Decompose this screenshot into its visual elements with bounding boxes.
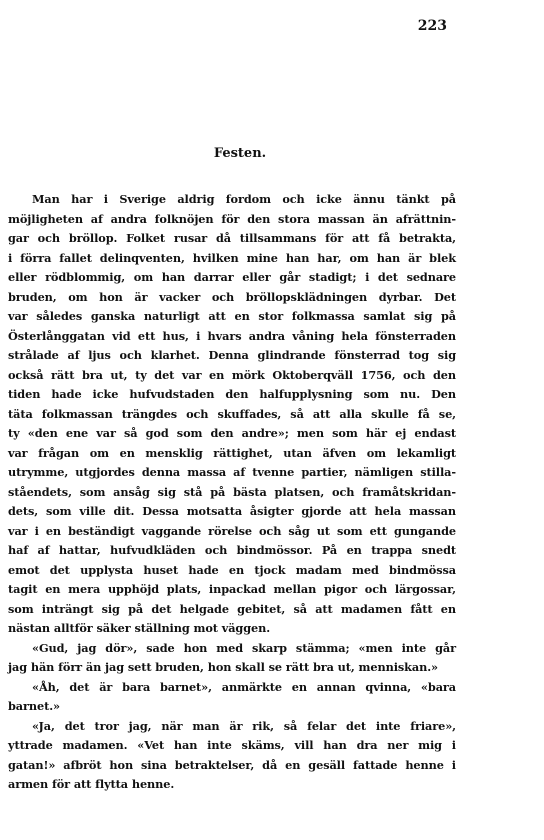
text-line: var frågan om en mensklig rättighet, utan äfven om lekamligt: [8, 445, 456, 460]
text-line: var således ganska naturligt att en stor folkmassa samlat sig på: [8, 309, 456, 323]
text-line: tagit en mera upphöjd plats, inpackad mellan pigor och lärgossar,: [8, 582, 456, 596]
text-line: också rätt bra ut, ty det var en mörk Oktoberqväll 1756, och den: [8, 367, 456, 382]
text-line: täta folkmassan trängdes och skuffades, så att alla skulle få se,: [8, 406, 456, 421]
text-line: Man har i Sverige aldrig fordom och icke ännu tänkt på: [32, 192, 456, 206]
text-line: emot det upplysta huset hade en tjock madam med bindmössa: [8, 562, 456, 577]
text-line: möjligheten af andra folknöjen för den stora massan än afrättnin-: [8, 211, 456, 226]
text-line: i förra fallet delinqventen, hvilken mine han har, om han är blek: [8, 250, 456, 265]
text-line: bruden, om hon är vacker och bröllopsklädningen dyrbar. Det: [8, 289, 456, 304]
page-number: 223: [417, 18, 447, 34]
text-line: dets, som ville dit. Dessa motsatta åsigter gjorde att hela massan: [8, 504, 456, 518]
body-text: [8, 190, 456, 795]
text-line: gar och bröllop. Folket rusar då tillsammans för att få betrakta,: [8, 231, 456, 245]
text-line: jag hän förr än jag sett bruden, hon skall se rätt bra ut, menniskan.»: [8, 660, 439, 674]
text-line: armen för att flytta henne.: [8, 777, 175, 791]
text-line: «Gud, jag dör», sade hon med skarp stämma; «men inte går: [32, 640, 456, 655]
text-line: ty «den ene var så god som den andre»; men som här ej endast: [8, 426, 456, 440]
text-line: barnet.»: [8, 699, 60, 713]
text-line: nästan alltför säker ställning mot väggen.: [8, 621, 271, 635]
text-line: gatan!» afbröt hon sina betraktelser, då en gesäll fattade henne i: [8, 757, 456, 772]
text-line: yttrade madamen. «Vet han inte skäms, vill han dra ner mig i: [8, 738, 456, 752]
text-line: «Åh, det är bara barnet», anmärkte en annan qvinna, «bara: [32, 679, 456, 694]
chapter-title: Festen.: [213, 146, 267, 161]
text-line: var i en beständigt vaggande rörelse och såg ut som ett gungande: [8, 523, 456, 538]
text-line: ståendets, som ansåg sig stå på bästa platsen, och framåtskridan-: [8, 484, 456, 499]
text-line: Österlånggatan vid ett hus, i hvars andra våning hela fönsterraden: [8, 328, 456, 343]
text-line: «Ja, det tror jag, när man är rik, så felar det inte friare»,: [32, 718, 456, 733]
text-line: tiden hade icke hufvudstaden den halfupplysning som nu. Den: [8, 387, 456, 401]
text-line: som inträngt sig på det helgade gebitet, så att madamen fått en: [8, 601, 456, 616]
text-line: eller rödblommig, om han darrar eller går stadigt; i det sednare: [8, 270, 456, 284]
text-line: strålade af ljus och klarhet. Denna glindrande fönsterrad tog sig: [8, 348, 456, 362]
text-line: haf af hattar, hufvudkläden och bindmössor. På en trappa snedt: [8, 543, 456, 557]
text-line: utrymme, utgjordes denna massa af tvenne partier, nämligen stilla-: [8, 465, 456, 479]
